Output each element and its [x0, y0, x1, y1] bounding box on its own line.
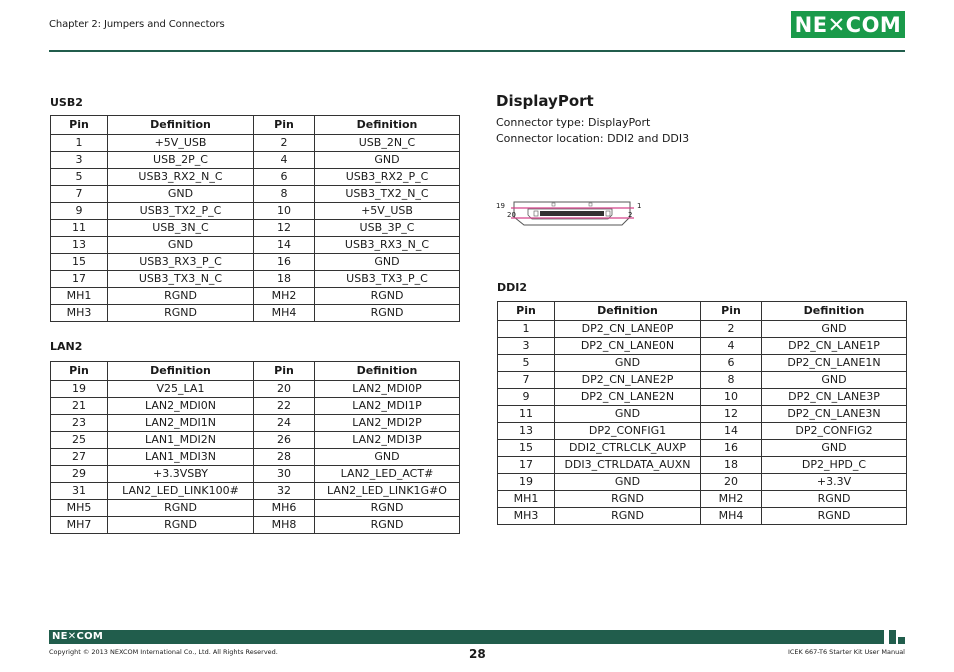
- column-header: Definition: [108, 362, 254, 381]
- displayport-connector-diagram: [494, 195, 644, 235]
- pin-cell: 17: [51, 271, 108, 288]
- table-header-row: [498, 302, 907, 321]
- table-row: [51, 305, 460, 322]
- pin-cell: MH3: [498, 508, 555, 525]
- pin-cell: 25: [51, 432, 108, 449]
- pin-cell: 21: [51, 398, 108, 415]
- pin-cell: 7: [498, 372, 555, 389]
- definition-cell: DP2_CN_LANE2P: [555, 372, 701, 389]
- pin-cell: MH8: [254, 517, 315, 534]
- pin-cell: 31: [51, 483, 108, 500]
- page-number: 28: [469, 647, 486, 661]
- logo-text: NE✕COM: [794, 12, 902, 37]
- table-row: [51, 203, 460, 220]
- definition-cell: DP2_CONFIG1: [555, 423, 701, 440]
- pin-cell: 3: [51, 152, 108, 169]
- definition-cell: +3.3V: [762, 474, 907, 491]
- pin-cell: 17: [498, 457, 555, 474]
- pin-cell: MH7: [51, 517, 108, 534]
- definition-cell: USB3_TX3_P_C: [315, 271, 460, 288]
- definition-cell: DP2_CN_LANE0N: [555, 338, 701, 355]
- pin-cell: MH4: [701, 508, 762, 525]
- column-header: Definition: [315, 116, 460, 135]
- table-row: [498, 440, 907, 457]
- definition-cell: GND: [315, 449, 460, 466]
- table-row: [498, 491, 907, 508]
- definition-cell: LAN2_LED_ACT#: [315, 466, 460, 483]
- table-row: [51, 449, 460, 466]
- definition-cell: GND: [555, 474, 701, 491]
- column-header: Definition: [108, 116, 254, 135]
- table-row: [51, 237, 460, 254]
- connector-type: Connector type: DisplayPort: [496, 116, 651, 129]
- definition-cell: +3.3VSBY: [108, 466, 254, 483]
- table-row: [498, 423, 907, 440]
- table-row: [498, 355, 907, 372]
- table-header-row: [51, 116, 460, 135]
- definition-cell: RGND: [108, 305, 254, 322]
- pin-cell: MH1: [51, 288, 108, 305]
- definition-cell: GND: [315, 152, 460, 169]
- definition-cell: LAN2_MDI3P: [315, 432, 460, 449]
- pin-cell: 2: [254, 135, 315, 152]
- definition-cell: LAN1_MDI3N: [108, 449, 254, 466]
- definition-cell: DP2_CN_LANE1N: [762, 355, 907, 372]
- pin-cell: 14: [701, 423, 762, 440]
- pin-cell: 10: [254, 203, 315, 220]
- pin-cell: 18: [254, 271, 315, 288]
- definition-cell: RGND: [315, 517, 460, 534]
- definition-cell: +5V_USB: [315, 203, 460, 220]
- definition-cell: +5V_USB: [108, 135, 254, 152]
- pin-cell: 6: [701, 355, 762, 372]
- definition-cell: RGND: [762, 508, 907, 525]
- table-row: [51, 152, 460, 169]
- definition-cell: LAN2_LED_LINK1G#O: [315, 483, 460, 500]
- ddi2-label: DDI2: [497, 281, 528, 294]
- table-row: [51, 135, 460, 152]
- chapter-title: Chapter 2: Jumpers and Connectors: [49, 19, 225, 30]
- definition-cell: USB3_RX3_P_C: [108, 254, 254, 271]
- table-row: [51, 398, 460, 415]
- table-row: [498, 372, 907, 389]
- definition-cell: GND: [555, 406, 701, 423]
- pin-cell: MH6: [254, 500, 315, 517]
- definition-cell: RGND: [762, 491, 907, 508]
- pin-cell: 6: [254, 169, 315, 186]
- definition-cell: GND: [108, 237, 254, 254]
- pin-cell: 5: [51, 169, 108, 186]
- definition-cell: USB3_TX3_N_C: [108, 271, 254, 288]
- pin-cell: 23: [51, 415, 108, 432]
- table-row: [51, 500, 460, 517]
- pin-cell: 9: [51, 203, 108, 220]
- definition-cell: LAN2_MDI0N: [108, 398, 254, 415]
- definition-cell: GND: [555, 355, 701, 372]
- ddi2-table: [497, 301, 907, 525]
- column-header: Pin: [51, 116, 108, 135]
- footer-square-icon: [889, 630, 896, 637]
- definition-cell: USB3_RX2_N_C: [108, 169, 254, 186]
- pin-cell: 5: [498, 355, 555, 372]
- column-header: Definition: [762, 302, 907, 321]
- definition-cell: LAN2_MDI0P: [315, 381, 460, 398]
- pin-cell: 8: [254, 186, 315, 203]
- table-row: [498, 321, 907, 338]
- definition-cell: DP2_CN_LANE3P: [762, 389, 907, 406]
- pin-cell: 1: [498, 321, 555, 338]
- definition-cell: DDI3_CTRLDATA_AUXN: [555, 457, 701, 474]
- footer-square-icon: [898, 637, 905, 644]
- pin-cell: 28: [254, 449, 315, 466]
- footer-square-icon: [889, 637, 896, 644]
- copyright-text: Copyright © 2013 NEXCOM International Co., Ltd. All Rights Reserved.: [49, 648, 278, 656]
- manual-title: ICEK 667-T6 Starter Kit User Manual: [787, 648, 905, 656]
- pin-cell: 15: [51, 254, 108, 271]
- table-row: [498, 406, 907, 423]
- pin-cell: 4: [254, 152, 315, 169]
- definition-cell: RGND: [555, 491, 701, 508]
- definition-cell: RGND: [555, 508, 701, 525]
- footer-logo: NE✕COM: [52, 631, 104, 642]
- pin-cell: MH4: [254, 305, 315, 322]
- table-row: [51, 381, 460, 398]
- pin-2-label: 2: [628, 211, 633, 219]
- pin-cell: MH1: [498, 491, 555, 508]
- definition-cell: USB_3N_C: [108, 220, 254, 237]
- pin-cell: 10: [701, 389, 762, 406]
- connector-outline-icon: [494, 195, 644, 235]
- pin-cell: 2: [701, 321, 762, 338]
- definition-cell: RGND: [108, 288, 254, 305]
- definition-cell: LAN2_MDI2P: [315, 415, 460, 432]
- pin-cell: 27: [51, 449, 108, 466]
- definition-cell: GND: [315, 254, 460, 271]
- definition-cell: GND: [762, 321, 907, 338]
- definition-cell: LAN2_LED_LINK100#: [108, 483, 254, 500]
- table-header-row: [51, 362, 460, 381]
- pin-cell: MH2: [701, 491, 762, 508]
- pin-cell: 12: [701, 406, 762, 423]
- pin-cell: 13: [51, 237, 108, 254]
- usb2-label: USB2: [50, 96, 83, 109]
- pin-cell: 15: [498, 440, 555, 457]
- table-row: [51, 254, 460, 271]
- footer-bar: [49, 630, 884, 644]
- pin-cell: 32: [254, 483, 315, 500]
- pin-cell: 11: [51, 220, 108, 237]
- pin-cell: 16: [701, 440, 762, 457]
- pin-cell: 29: [51, 466, 108, 483]
- pin-cell: 8: [701, 372, 762, 389]
- definition-cell: RGND: [108, 500, 254, 517]
- pin-cell: 1: [51, 135, 108, 152]
- definition-cell: RGND: [315, 305, 460, 322]
- pin-cell: 4: [701, 338, 762, 355]
- table-row: [51, 517, 460, 534]
- connector-location: Connector location: DDI2 and DDI3: [496, 132, 690, 145]
- definition-cell: RGND: [315, 288, 460, 305]
- table-row: [498, 508, 907, 525]
- definition-cell: USB_2P_C: [108, 152, 254, 169]
- pin-cell: 7: [51, 186, 108, 203]
- definition-cell: LAN1_MDI2N: [108, 432, 254, 449]
- table-row: [51, 432, 460, 449]
- definition-cell: DP2_CN_LANE3N: [762, 406, 907, 423]
- definition-cell: DP2_CONFIG2: [762, 423, 907, 440]
- column-header: Definition: [555, 302, 701, 321]
- table-row: [498, 389, 907, 406]
- pin-cell: MH2: [254, 288, 315, 305]
- definition-cell: USB3_RX3_N_C: [315, 237, 460, 254]
- pin-1-label: 1: [637, 202, 642, 210]
- usb2-table: [50, 115, 460, 322]
- table-row: [51, 271, 460, 288]
- definition-cell: RGND: [108, 517, 254, 534]
- column-header: Pin: [701, 302, 762, 321]
- pin-cell: 30: [254, 466, 315, 483]
- table-row: [51, 415, 460, 432]
- column-header: Pin: [254, 362, 315, 381]
- pin-cell: 24: [254, 415, 315, 432]
- pin-cell: 14: [254, 237, 315, 254]
- definition-cell: GND: [108, 186, 254, 203]
- lan2-label: LAN2: [50, 340, 83, 353]
- definition-cell: GND: [762, 372, 907, 389]
- pin-cell: 18: [701, 457, 762, 474]
- definition-cell: USB3_RX2_P_C: [315, 169, 460, 186]
- definition-cell: LAN2_MDI1N: [108, 415, 254, 432]
- pin-cell: 12: [254, 220, 315, 237]
- definition-cell: DP2_CN_LANE0P: [555, 321, 701, 338]
- definition-cell: DDI2_CTRLCLK_AUXP: [555, 440, 701, 457]
- table-row: [51, 186, 460, 203]
- table-row: [51, 466, 460, 483]
- pin-cell: 16: [254, 254, 315, 271]
- nexcom-logo: [791, 11, 905, 38]
- column-header: Pin: [254, 116, 315, 135]
- pin-19-label: 19: [496, 202, 505, 210]
- definition-cell: GND: [762, 440, 907, 457]
- table-row: [498, 457, 907, 474]
- definition-cell: LAN2_MDI1P: [315, 398, 460, 415]
- pin-cell: 19: [51, 381, 108, 398]
- table-row: [498, 474, 907, 491]
- pin-cell: 11: [498, 406, 555, 423]
- column-header: Pin: [51, 362, 108, 381]
- definition-cell: USB3_TX2_N_C: [315, 186, 460, 203]
- pin-cell: 9: [498, 389, 555, 406]
- pin-cell: 13: [498, 423, 555, 440]
- lan2-table: [50, 361, 460, 534]
- definition-cell: RGND: [315, 500, 460, 517]
- table-row: [51, 288, 460, 305]
- pin-cell: 3: [498, 338, 555, 355]
- displayport-heading: DisplayPort: [496, 92, 594, 110]
- definition-cell: DP2_HPD_C: [762, 457, 907, 474]
- definition-cell: V25_LA1: [108, 381, 254, 398]
- pin-cell: 20: [254, 381, 315, 398]
- pin-cell: 22: [254, 398, 315, 415]
- definition-cell: DP2_CN_LANE2N: [555, 389, 701, 406]
- pin-cell: 20: [701, 474, 762, 491]
- definition-cell: DP2_CN_LANE1P: [762, 338, 907, 355]
- pin-cell: 19: [498, 474, 555, 491]
- definition-cell: USB_2N_C: [315, 135, 460, 152]
- header-rule: [49, 50, 905, 52]
- table-row: [51, 220, 460, 237]
- column-header: Pin: [498, 302, 555, 321]
- table-row: [51, 169, 460, 186]
- column-header: Definition: [315, 362, 460, 381]
- pin-cell: MH5: [51, 500, 108, 517]
- definition-cell: USB3_TX2_P_C: [108, 203, 254, 220]
- pin-20-label: 20: [507, 211, 516, 219]
- pin-cell: 26: [254, 432, 315, 449]
- pin-cell: MH3: [51, 305, 108, 322]
- table-row: [498, 338, 907, 355]
- definition-cell: USB_3P_C: [315, 220, 460, 237]
- table-row: [51, 483, 460, 500]
